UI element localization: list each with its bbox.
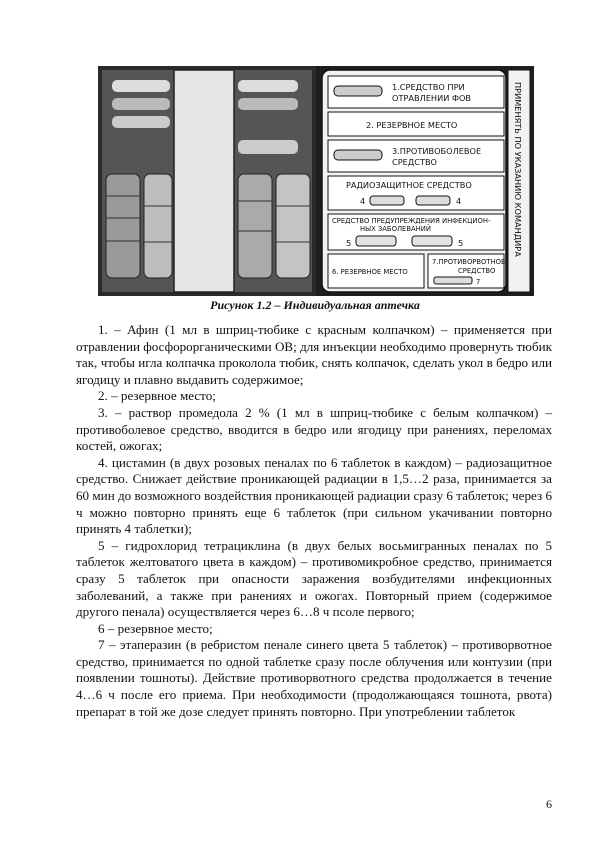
syringe-tube-icon (334, 86, 382, 96)
paragraph-item-3: 3. – раствор промедола 2 % (1 мл в шприц-тюбике с белым колпачком) – противоболевое средство, вводится в бедро или ягодицу при ранениях, переломах костей, ожогах; (76, 404, 552, 454)
pill-case-icon (416, 196, 450, 205)
compartment-4-line1: РАДИОЗАЩИТНОЕ СРЕДСТВО (346, 180, 472, 190)
paragraph-item-2: 2. – резервное место; (98, 388, 216, 404)
compartment-7-line1: 7.ПРОТИВОРВОТНОЕ (432, 258, 506, 266)
compartment-5-line2: НЫХ ЗАБОЛЕВАНИЙ (360, 225, 431, 233)
compartment-7-line2: СРЕДСТВО (458, 267, 496, 275)
paragraph-item-7: 7 – этаперазин (в ребристом пенале синего цвета 5 таблеток) – противорвотное средство, принимается по одной таблетке сразу после облучения или контузии (при появлении тошноты). Действие противорвотного средства продолжается в течение 4…6 ч после его приема. При необходимости (продолжающаяся тошнота, рвота) препарат в той же дозе следует принять повторно. При употреблении таблеток (76, 637, 552, 719)
compartment-5-num-right: 5 (458, 238, 464, 248)
pill-case-icon (412, 236, 452, 246)
paragraph-item-5: 5 – гидрохлорид тетрациклина (в двух белых восьмигранных пеналах по 5 таблеток желтоватого цвета в каждом) – противомикробное средство, принимается сразу 5 таблеток при опасности заражения возбудителями инфекционных заболеваний, а также при ранениях и ожогах. Повторный прием (содержимое другого пенала) осуществляется через 6…8 ч псоле первого; (76, 537, 552, 620)
compartment-5-num-left: 5 (346, 238, 352, 248)
compartment-5-line1: СРЕДСТВО ПРЕДУПРЕЖДЕНИЯ ИНФЕКЦИОН- (332, 217, 491, 225)
compartment-4-num-right: 4 (456, 196, 462, 206)
first-aid-kit-illustration (98, 66, 534, 296)
figure-caption: Рисунок 1.2 – Индивидуальная аптечка (210, 298, 420, 312)
syringe-tube-icon (334, 150, 382, 160)
paragraph-item-4: 4. цистамин (в двух розовых пеналах по 6 таблеток в каждом) – радиозащитное средство. Снижает действие проникающей радиации в 1,5…2 раза, принимается за 60 мин до возможного воздействия проникающей радиации сразу 6 таблеток; через 6 ч можно повторно принять еще 6 таблеток (при сильном укачивании повторно принять 4 таблетки); (76, 454, 552, 537)
compartment-4-num-left: 4 (360, 196, 366, 206)
compartment-7-num: 7 (476, 278, 481, 286)
body-text (76, 322, 552, 720)
kit-center-board (174, 70, 234, 292)
side-label: ПРИМЕНЯТЬ ПО УКАЗАНИЮ КОМАНДИРА (513, 82, 523, 257)
first-aid-kit-figure (98, 66, 534, 296)
page-number: 6 (546, 797, 552, 811)
compartment-1-line1: 1.СРЕДСТВО ПРИ (392, 82, 465, 92)
pill-case-icon (370, 196, 404, 205)
paragraph-item-1: 1. – Афин (1 мл в шприц-тюбике с красным колпачком) – применяется при отравлении фосфорорганическими ОВ; для инъекции необходимо провернуть тюбик так, чтобы игла колпачка проколола тюбик, снять колпачок, сделать укол в бедро или ягодицу и плавно выдавить содержимое; (76, 322, 552, 387)
compartment-1-line2: ОТРАВЛЕНИИ ФОВ (392, 93, 472, 103)
pill-case-icon (434, 277, 472, 284)
compartment-3-line2: СРЕДСТВО (392, 157, 438, 167)
compartment-3-line1: 3.ПРОТИВОБОЛЕВОЕ (392, 146, 482, 156)
paragraph-item-6: 6 – резервное место; (98, 620, 213, 636)
compartment-2-line1: 2. РЕЗЕРВНОЕ МЕСТО (366, 120, 458, 130)
pill-case-icon (356, 236, 396, 246)
compartment-6-line1: 6. РЕЗЕРВНОЕ МЕСТО (332, 268, 408, 276)
